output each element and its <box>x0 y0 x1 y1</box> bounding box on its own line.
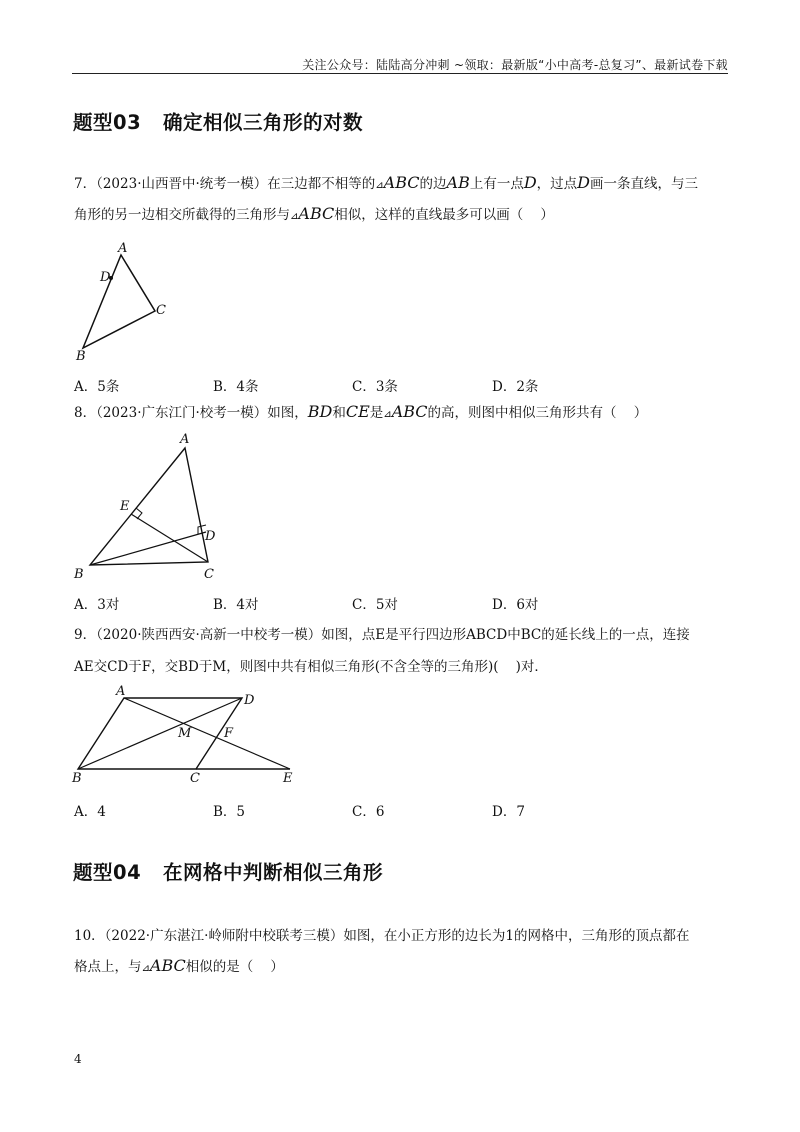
q9-line2: AE交CD于F，交BD于M，则图中共有相似三角形(不含全等的三角形)( )对． <box>74 659 548 675</box>
q8-label-d: D <box>205 529 216 544</box>
q9-label-e: E <box>283 771 293 784</box>
q10-line2-post: 相似的是（ ） <box>185 959 284 975</box>
q7-label-d: D <box>100 270 111 285</box>
q8-label-e: E <box>120 499 130 514</box>
q7-text-end1: 画一条直线，与三 <box>590 176 698 192</box>
q7-line2-post: 相似，这样的直线最多可以画（ ） <box>334 207 554 223</box>
q9-option-d[interactable]: D．7 <box>492 804 525 820</box>
q7-line2 <box>74 203 554 223</box>
q8-abc: ABC <box>391 402 428 421</box>
q8-option-d[interactable]: D．6对 <box>492 597 539 613</box>
triangle-symbol: ⊿ <box>383 409 392 420</box>
q8-option-a[interactable]: A．3对 <box>74 597 120 613</box>
q9-option-b[interactable]: B．5 <box>213 804 246 820</box>
q10-line2 <box>74 955 284 975</box>
triangle-symbol: ⊿ <box>375 180 384 191</box>
q8-triangle-figure <box>70 428 230 583</box>
q9-label-f: F <box>224 726 234 741</box>
q9-line1: 9．（2020·陕西西安·高新一中校考一模）如图，点E是平行四边形ABCD中BC的延长线上的一点，连接 <box>74 627 690 643</box>
q8-option-c[interactable]: C．5对 <box>352 597 398 613</box>
q7-d2: D <box>577 173 590 192</box>
q7-abc-2: ABC <box>298 204 335 223</box>
q7-option-c[interactable]: C．3条 <box>352 379 398 395</box>
q8-ce: CE <box>345 402 370 421</box>
q7-label-c: C <box>156 303 166 318</box>
q7-triangle-abc <box>83 255 155 348</box>
q8-line <box>74 401 647 421</box>
header-divider <box>72 73 728 74</box>
q9-label-b: B <box>72 771 82 784</box>
section-title-03: 题型03 确定相似三角形的对数 <box>73 111 364 134</box>
q8-bd: BD <box>307 402 333 421</box>
q9-label-a: A <box>116 684 126 699</box>
q7-triangle-figure <box>70 238 180 368</box>
q7-line2-pre: 角形的另一边相交所截得的三角形与 <box>74 207 290 223</box>
page-header: 关注公众号：陆陆高分冲刺 ~领取：最新版“小中高考-总复习”、最新试卷下载 <box>302 58 728 72</box>
q8-post: 的高，则图中相似三角形共有（ ） <box>427 405 648 421</box>
q7-text-mid2: 上有一点 <box>469 176 524 192</box>
q8-label-c: C <box>204 567 214 582</box>
q7-text-mid1: 的边 <box>419 176 447 192</box>
q8-altitude-ce <box>131 514 208 562</box>
q7-option-a[interactable]: A．5条 <box>74 379 120 395</box>
q8-label-a: A <box>180 432 190 447</box>
q7-abc: ABC <box>383 173 420 192</box>
q10-line2-pre: 格点上，与 <box>74 959 142 975</box>
q7-text-mid3: ，过点 <box>536 176 578 192</box>
q8-altitude-bd <box>90 532 206 565</box>
q7-label-a: A <box>118 241 128 256</box>
q8-pre: 8．（2023·广东江门·校考一模）如图， <box>74 405 308 421</box>
q8-option-b[interactable]: B．4对 <box>213 597 259 613</box>
q9-option-c[interactable]: C．6 <box>352 804 385 820</box>
q9-label-d: D <box>244 693 255 708</box>
section-title-04: 题型04 在网格中判断相似三角形 <box>73 861 384 884</box>
q9-diagonal-bd <box>78 698 242 769</box>
q10-abc: ABC <box>149 956 186 975</box>
q9-label-c: C <box>190 771 200 784</box>
q9-line-ae <box>124 698 290 769</box>
page-number: 4 <box>74 1052 82 1066</box>
q9-option-a[interactable]: A．4 <box>74 804 106 820</box>
q7-text-pre: 7．（2023·山西晋中·统考一模）在三边都不相等的 <box>74 176 376 192</box>
q9-label-m: M <box>178 726 192 741</box>
q7-ab: AB <box>446 173 470 192</box>
q8-and: 和 <box>332 405 346 421</box>
q7-label-b: B <box>76 349 86 364</box>
q7-option-b[interactable]: B．4条 <box>213 379 259 395</box>
q7-option-d[interactable]: D．2条 <box>492 379 539 395</box>
q10-line1: 10．（2022·广东湛江·岭师附中校联考三模）如图，在小正方形的边长为1的网格中，三角形的顶点都在 <box>74 928 690 944</box>
q8-triangle-abc <box>90 448 208 565</box>
triangle-symbol: ⊿ <box>290 211 299 222</box>
triangle-symbol: ⊿ <box>141 963 150 974</box>
q9-parallelogram-figure <box>68 684 308 784</box>
q8-is: 是 <box>369 405 384 421</box>
q7-d1: D <box>523 173 537 192</box>
q7-line1 <box>74 172 698 192</box>
q8-label-b: B <box>74 567 84 582</box>
